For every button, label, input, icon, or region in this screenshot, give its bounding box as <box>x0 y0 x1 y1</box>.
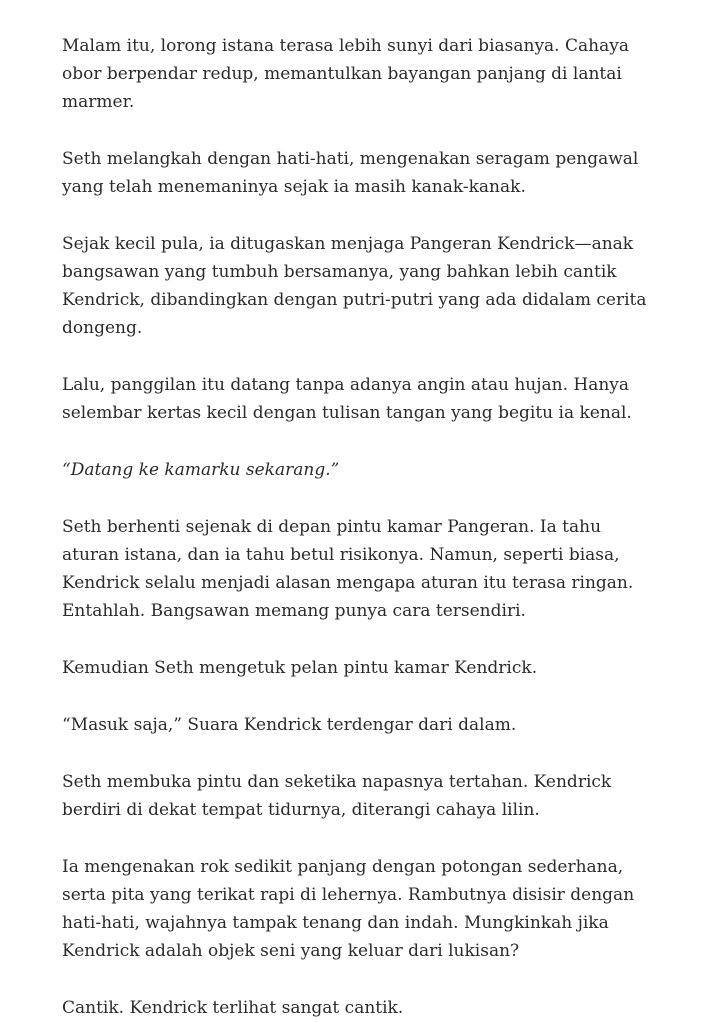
paragraph: Seth membuka pintu dan seketika napasnya tertahan. Kendrick berdiri di dekat tempat tidurnya, diterangi cahaya lilin. <box>62 772 612 820</box>
paragraph: Kemudian Seth mengetuk pelan pintu kamar Kendrick. <box>62 658 538 678</box>
paragraph: Lalu, panggilan itu datang tanpa adanya angin atau hujan. Hanya selembar kertas kecil dengan tulisan tangan yang begitu ia kenal. <box>62 375 632 423</box>
paragraph: Seth melangkah dengan hati-hati, mengenakan seragam pengawal yang telah menemaninya sejak ia masih kanak-kanak. <box>62 149 639 197</box>
paragraph: Cantik. Kendrick terlihat sangat cantik. <box>62 998 404 1018</box>
paragraph: Seth berhenti sejenak di depan pintu kamar Pangeran. Ia tahu aturan istana, dan ia tahu betul risikonya. Namun, seperti biasa, Kendrick selalu menjadi alasan mengapa aturan itu terasa ringan. Entahlah. Bangsawan memang punya cara tersendiri. <box>62 517 634 621</box>
paragraph: Malam itu, lorong istana terasa lebih sunyi dari biasanya. Cahaya obor berpendar redup, memantulkan bayangan panjang di lantai marmer. <box>62 36 629 112</box>
paragraph: “Masuk saja,” Suara Kendrick terdengar dari dalam. <box>62 715 517 735</box>
paragraph: Ia mengenakan rok sedikit panjang dengan potongan sederhana, serta pita yang terikat rapi di lehernya. Rambutnya disisir dengan hati-hati, wajahnya tampak tenang dan indah. Mungkinkah jika Kendrick adalah objek seni yang keluar dari lukisan? <box>62 857 635 961</box>
italic-quote-paragraph: “Datang ke kamarku sekarang.” <box>62 460 340 480</box>
paragraph: Sejak kecil pula, ia ditugaskan menjaga Pangeran Kendrick—anak bangsawan yang tumbuh bersamanya, yang bahkan lebih cantik Kendrick, dibandingkan dengan putri-putri yang ada didalam cerita dongeng. <box>62 234 647 338</box>
